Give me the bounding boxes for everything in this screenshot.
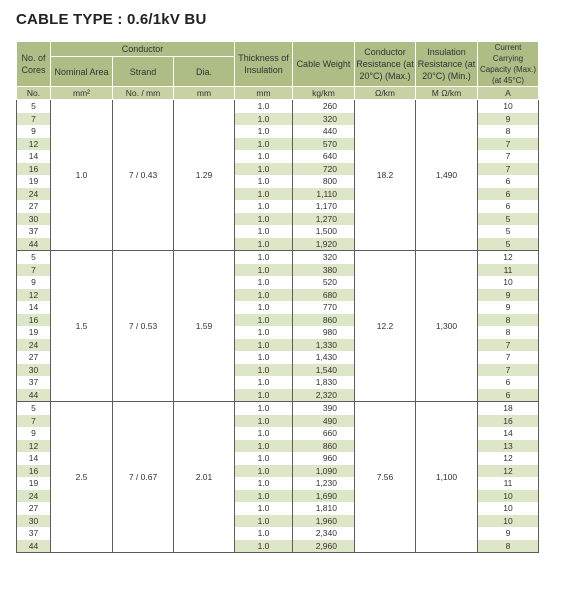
current-capacity-cell: 6	[478, 389, 539, 402]
current-capacity-cell: 8	[478, 326, 539, 339]
cable-weight-cell: 2,340	[293, 527, 355, 540]
current-capacity-cell: 5	[478, 213, 539, 226]
cable-weight-cell: 680	[293, 289, 355, 302]
insulation-thickness-cell: 1.0	[235, 225, 293, 238]
cable-weight-cell: 640	[293, 150, 355, 163]
cores-cell: 7	[17, 415, 51, 428]
cores-cell: 24	[17, 339, 51, 352]
insulation-thickness-cell: 1.0	[235, 465, 293, 478]
current-capacity-cell: 12	[478, 452, 539, 465]
current-capacity-cell: 7	[478, 138, 539, 151]
cable-weight-cell: 490	[293, 415, 355, 428]
cable-weight-cell: 570	[293, 138, 355, 151]
current-capacity-cell: 5	[478, 238, 539, 251]
table-row	[17, 100, 539, 113]
cable-weight-cell: 1,830	[293, 376, 355, 389]
cores-cell: 9	[17, 427, 51, 440]
current-capacity-cell: 18	[478, 402, 539, 415]
cores-cell: 16	[17, 163, 51, 176]
cores-cell: 9	[17, 125, 51, 138]
cores-cell: 5	[17, 100, 51, 113]
cable-weight-cell: 1,110	[293, 188, 355, 201]
cores-cell: 5	[17, 402, 51, 415]
insulation-thickness-cell: 1.0	[235, 138, 293, 151]
cable-weight-cell: 860	[293, 314, 355, 327]
cable-weight-cell: 660	[293, 427, 355, 440]
cores-cell: 19	[17, 477, 51, 490]
nominal-area-cell: 2.5	[51, 402, 113, 553]
cores-cell: 37	[17, 527, 51, 540]
cable-weight-cell: 1,540	[293, 364, 355, 377]
unit-weight: kg/km	[293, 87, 355, 100]
cores-cell: 9	[17, 276, 51, 289]
table-row	[17, 251, 539, 264]
insulation-resistance-cell: 1,300	[416, 251, 478, 402]
cores-cell: 14	[17, 452, 51, 465]
current-capacity-cell: 7	[478, 351, 539, 364]
cable-weight-cell: 1,810	[293, 502, 355, 515]
cores-cell: 27	[17, 351, 51, 364]
table-body	[17, 100, 539, 553]
insulation-thickness-cell: 1.0	[235, 402, 293, 415]
cable-weight-cell: 320	[293, 251, 355, 264]
header-conductor-resistance: Conductor Resistance (at 20°C) (Max.)	[355, 42, 416, 87]
current-capacity-cell: 10	[478, 515, 539, 528]
insulation-thickness-cell: 1.0	[235, 150, 293, 163]
cable-weight-cell: 1,170	[293, 200, 355, 213]
cable-weight-cell: 960	[293, 452, 355, 465]
insulation-thickness-cell: 1.0	[235, 276, 293, 289]
conductor-resistance-cell: 7.56	[355, 402, 416, 553]
unit-insulation: mm	[235, 87, 293, 100]
cores-cell: 5	[17, 251, 51, 264]
insulation-thickness-cell: 1.0	[235, 314, 293, 327]
cable-weight-cell: 1,330	[293, 339, 355, 352]
insulation-thickness-cell: 1.0	[235, 389, 293, 402]
cores-cell: 16	[17, 465, 51, 478]
conductor-resistance-cell: 18.2	[355, 100, 416, 251]
insulation-thickness-cell: 1.0	[235, 251, 293, 264]
current-capacity-cell: 9	[478, 301, 539, 314]
insulation-thickness-cell: 1.0	[235, 452, 293, 465]
insulation-thickness-cell: 1.0	[235, 200, 293, 213]
insulation-thickness-cell: 1.0	[235, 175, 293, 188]
cores-cell: 44	[17, 389, 51, 402]
dia-cell: 1.59	[174, 251, 235, 402]
cable-weight-cell: 1,430	[293, 351, 355, 364]
insulation-thickness-cell: 1.0	[235, 113, 293, 126]
current-capacity-cell: 12	[478, 251, 539, 264]
dia-cell: 2.01	[174, 402, 235, 553]
insulation-thickness-cell: 1.0	[235, 515, 293, 528]
cores-cell: 24	[17, 490, 51, 503]
table-row	[17, 402, 539, 415]
insulation-thickness-cell: 1.0	[235, 301, 293, 314]
header-current-capacity: Current Carrying Capacity (Max.) (at 45°C)	[478, 42, 539, 87]
cores-cell: 24	[17, 188, 51, 201]
current-capacity-cell: 9	[478, 113, 539, 126]
current-capacity-cell: 14	[478, 427, 539, 440]
insulation-thickness-cell: 1.0	[235, 440, 293, 453]
insulation-thickness-cell: 1.0	[235, 490, 293, 503]
insulation-thickness-cell: 1.0	[235, 339, 293, 352]
strand-cell: 7 / 0.67	[113, 402, 174, 553]
insulation-thickness-cell: 1.0	[235, 477, 293, 490]
cores-cell: 19	[17, 326, 51, 339]
header-insulation-thickness: Thickness of Insulation	[235, 42, 293, 87]
page-title: CABLE TYPE : 0.6/1kV BU	[16, 11, 207, 28]
insulation-thickness-cell: 1.0	[235, 540, 293, 553]
cable-weight-cell: 520	[293, 276, 355, 289]
insulation-thickness-cell: 1.0	[235, 326, 293, 339]
cable-weight-cell: 720	[293, 163, 355, 176]
header-dia: Dia.	[174, 57, 235, 87]
cable-weight-cell: 800	[293, 175, 355, 188]
insulation-thickness-cell: 1.0	[235, 163, 293, 176]
cores-cell: 44	[17, 238, 51, 251]
strand-cell: 7 / 0.43	[113, 100, 174, 251]
cable-weight-cell: 1,500	[293, 225, 355, 238]
cable-weight-cell: 980	[293, 326, 355, 339]
current-capacity-cell: 13	[478, 440, 539, 453]
unit-insulation-resistance: M Ω/km	[416, 87, 478, 100]
cores-cell: 27	[17, 502, 51, 515]
cable-weight-cell: 1,230	[293, 477, 355, 490]
header-cable-weight: Cable Weight	[293, 42, 355, 87]
current-capacity-cell: 10	[478, 100, 539, 113]
insulation-thickness-cell: 1.0	[235, 351, 293, 364]
unit-strand: No. / mm	[113, 87, 174, 100]
cable-weight-cell: 2,320	[293, 389, 355, 402]
unit-cores: No.	[17, 87, 51, 100]
cable-weight-cell: 860	[293, 440, 355, 453]
current-capacity-cell: 11	[478, 477, 539, 490]
cable-weight-cell: 2,960	[293, 540, 355, 553]
current-capacity-cell: 8	[478, 540, 539, 553]
insulation-thickness-cell: 1.0	[235, 415, 293, 428]
insulation-thickness-cell: 1.0	[235, 238, 293, 251]
cable-weight-cell: 1,960	[293, 515, 355, 528]
unit-dia: mm	[174, 87, 235, 100]
current-capacity-cell: 6	[478, 188, 539, 201]
current-capacity-cell: 8	[478, 125, 539, 138]
header-nominal-area: Nominal Area	[51, 57, 113, 87]
unit-capacity: A	[478, 87, 539, 100]
insulation-thickness-cell: 1.0	[235, 289, 293, 302]
cable-weight-cell: 380	[293, 264, 355, 277]
cores-cell: 44	[17, 540, 51, 553]
current-capacity-cell: 12	[478, 465, 539, 478]
current-capacity-cell: 10	[478, 276, 539, 289]
current-capacity-cell: 11	[478, 264, 539, 277]
units-row	[17, 87, 539, 100]
header-conductor: Conductor	[51, 42, 235, 57]
header-cores: No. of Cores	[17, 42, 51, 87]
nominal-area-cell: 1.5	[51, 251, 113, 402]
header-strand: Strand	[113, 57, 174, 87]
current-capacity-cell: 6	[478, 376, 539, 389]
current-capacity-cell: 8	[478, 314, 539, 327]
current-capacity-cell: 10	[478, 490, 539, 503]
cores-cell: 7	[17, 113, 51, 126]
cores-cell: 12	[17, 289, 51, 302]
insulation-thickness-cell: 1.0	[235, 427, 293, 440]
current-capacity-cell: 7	[478, 150, 539, 163]
cores-cell: 30	[17, 364, 51, 377]
cable-weight-cell: 1,270	[293, 213, 355, 226]
cable-weight-cell: 1,090	[293, 465, 355, 478]
current-capacity-cell: 10	[478, 502, 539, 515]
current-capacity-cell: 9	[478, 527, 539, 540]
insulation-thickness-cell: 1.0	[235, 264, 293, 277]
current-capacity-cell: 6	[478, 200, 539, 213]
cores-cell: 12	[17, 138, 51, 151]
cable-weight-cell: 1,920	[293, 238, 355, 251]
cores-cell: 30	[17, 213, 51, 226]
insulation-thickness-cell: 1.0	[235, 527, 293, 540]
cores-cell: 7	[17, 264, 51, 277]
cable-weight-cell: 440	[293, 125, 355, 138]
cable-spec-table	[16, 41, 539, 553]
current-capacity-cell: 5	[478, 225, 539, 238]
cores-cell: 12	[17, 440, 51, 453]
cable-weight-cell: 1,690	[293, 490, 355, 503]
insulation-thickness-cell: 1.0	[235, 213, 293, 226]
cores-cell: 19	[17, 175, 51, 188]
cores-cell: 37	[17, 225, 51, 238]
insulation-thickness-cell: 1.0	[235, 376, 293, 389]
current-capacity-cell: 9	[478, 289, 539, 302]
cores-cell: 27	[17, 200, 51, 213]
cores-cell: 16	[17, 314, 51, 327]
unit-conductor-resistance: Ω/km	[355, 87, 416, 100]
current-capacity-cell: 16	[478, 415, 539, 428]
insulation-thickness-cell: 1.0	[235, 100, 293, 113]
insulation-thickness-cell: 1.0	[235, 364, 293, 377]
strand-cell: 7 / 0.53	[113, 251, 174, 402]
insulation-resistance-cell: 1,100	[416, 402, 478, 553]
unit-area: mm²	[51, 87, 113, 100]
current-capacity-cell: 7	[478, 163, 539, 176]
current-capacity-cell: 7	[478, 339, 539, 352]
cable-weight-cell: 260	[293, 100, 355, 113]
cable-weight-cell: 390	[293, 402, 355, 415]
current-capacity-cell: 7	[478, 364, 539, 377]
cable-weight-cell: 770	[293, 301, 355, 314]
cores-cell: 14	[17, 301, 51, 314]
cores-cell: 14	[17, 150, 51, 163]
insulation-thickness-cell: 1.0	[235, 188, 293, 201]
insulation-thickness-cell: 1.0	[235, 125, 293, 138]
nominal-area-cell: 1.0	[51, 100, 113, 251]
conductor-resistance-cell: 12.2	[355, 251, 416, 402]
cores-cell: 30	[17, 515, 51, 528]
cores-cell: 37	[17, 376, 51, 389]
dia-cell: 1.29	[174, 100, 235, 251]
current-capacity-cell: 6	[478, 175, 539, 188]
cable-weight-cell: 320	[293, 113, 355, 126]
header-insulation-resistance: Insulation Resistance (at 20°C) (Min.)	[416, 42, 478, 87]
insulation-resistance-cell: 1,490	[416, 100, 478, 251]
insulation-thickness-cell: 1.0	[235, 502, 293, 515]
